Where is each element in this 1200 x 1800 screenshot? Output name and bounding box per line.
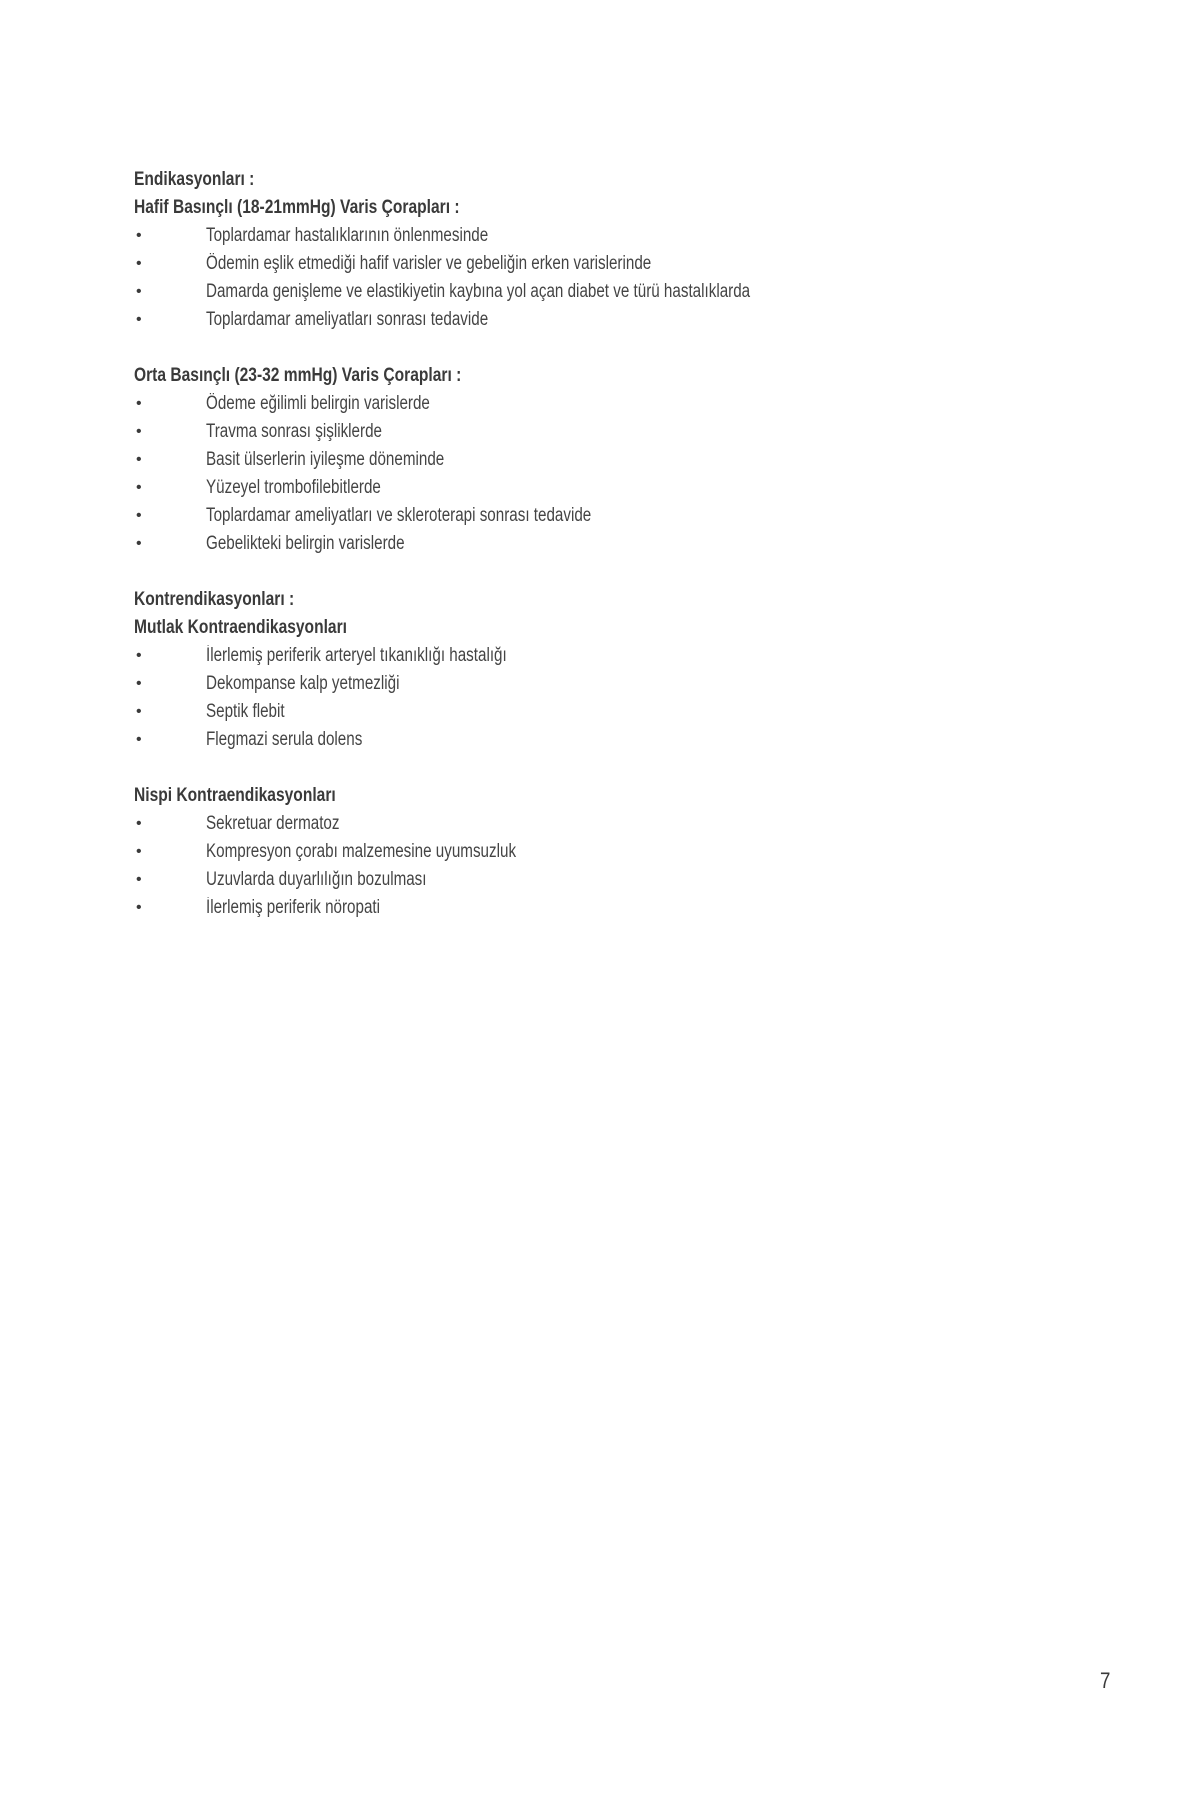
list-item-text: Sekretuar dermatoz [206, 813, 340, 834]
list-item [134, 502, 1094, 530]
bullet-icon: • [136, 675, 142, 692]
subsection-heading: Hafif Basınçlı (18-21mmHg) Varis Çorapları : [134, 197, 460, 218]
list-item-text: Gebelikteki belirgin varislerde [206, 533, 405, 554]
list-item [134, 642, 1094, 670]
list-item [134, 698, 1094, 726]
bullet-icon: • [136, 843, 142, 860]
bullet-icon: • [136, 731, 142, 748]
section-heading: Kontrendikasyonları : [134, 589, 295, 610]
bullet-icon: • [136, 479, 142, 496]
list-item-text: Ödeme eğilimli belirgin varislerde [206, 393, 430, 414]
bullet-icon: • [136, 395, 142, 412]
list-item [134, 726, 1094, 754]
list-item-text: Toplardamar hastalıklarının önlenmesinde [206, 225, 489, 246]
subsection-heading: Orta Basınçlı (23-32 mmHg) Varis Çorapları : [134, 365, 462, 386]
subsection-heading: Mutlak Kontraendikasyonları [134, 617, 347, 638]
list-item-text: İlerlemiş periferik arteryel tıkanıklığı hastalığı [206, 645, 507, 666]
list-item-text: Damarda genişleme ve elastikiyetin kaybına yol açan diabet ve türü hastalıklarda [206, 281, 751, 302]
section-orta-basincli [134, 362, 1094, 558]
bullet-icon: • [136, 871, 142, 888]
list-item [134, 278, 1094, 306]
bullet-icon: • [136, 283, 142, 300]
bullet-icon: • [136, 311, 142, 328]
bullet-list [134, 810, 1094, 922]
bullet-icon: • [136, 815, 142, 832]
list-item [134, 530, 1094, 558]
section-endikasyonlar [134, 166, 1094, 334]
bullet-list [134, 222, 1094, 334]
list-item-text: Basit ülserlerin iyileşme döneminde [206, 449, 445, 470]
list-item-text: Yüzeyel trombofilebitlerde [206, 477, 381, 498]
list-item [134, 418, 1094, 446]
list-item-text: Dekompanse kalp yetmezliği [206, 673, 400, 694]
section-kontrendikasyonlar [134, 586, 1094, 754]
list-item-text: Flegmazi serula dolens [206, 729, 363, 750]
section-nispi-kontraendikasyonlar [134, 782, 1094, 922]
list-item [134, 894, 1094, 922]
subsection-heading: Nispi Kontraendikasyonları [134, 785, 336, 806]
bullet-icon: • [136, 507, 142, 524]
list-item-text: Ödemin eşlik etmediği hafif varisler ve gebeliğin erken varislerinde [206, 253, 652, 274]
bullet-list [134, 642, 1094, 754]
bullet-icon: • [136, 255, 142, 272]
list-item-text: Kompresyon çorabı malzemesine uyumsuzluk [206, 841, 517, 862]
bullet-icon: • [136, 423, 142, 440]
list-item [134, 810, 1094, 838]
list-item-text: İlerlemiş periferik nöropati [206, 897, 381, 918]
list-item [134, 306, 1094, 334]
list-item [134, 866, 1094, 894]
bullet-icon: • [136, 703, 142, 720]
list-item-text: Travma sonrası şişliklerde [206, 421, 382, 442]
bullet-icon: • [136, 899, 142, 916]
list-item [134, 670, 1094, 698]
document-body [134, 166, 1094, 922]
list-item-text: Toplardamar ameliyatları sonrası tedavide [206, 309, 489, 330]
bullet-icon: • [136, 647, 142, 664]
list-item [134, 474, 1094, 502]
list-item-text: Uzuvlarda duyarlılığın bozulması [206, 869, 427, 890]
list-item [134, 250, 1094, 278]
bullet-icon: • [136, 451, 142, 468]
list-item [134, 390, 1094, 418]
page-number: 7 [1100, 1668, 1111, 1693]
bullet-icon: • [136, 227, 142, 244]
list-item [134, 446, 1094, 474]
list-item [134, 222, 1094, 250]
list-item [134, 838, 1094, 866]
list-item-text: Septik flebit [206, 701, 285, 722]
list-item-text: Toplardamar ameliyatları ve skleroterapi sonrası tedavide [206, 505, 592, 526]
bullet-icon: • [136, 535, 142, 552]
section-heading: Endikasyonları : [134, 169, 255, 190]
bullet-list [134, 390, 1094, 558]
